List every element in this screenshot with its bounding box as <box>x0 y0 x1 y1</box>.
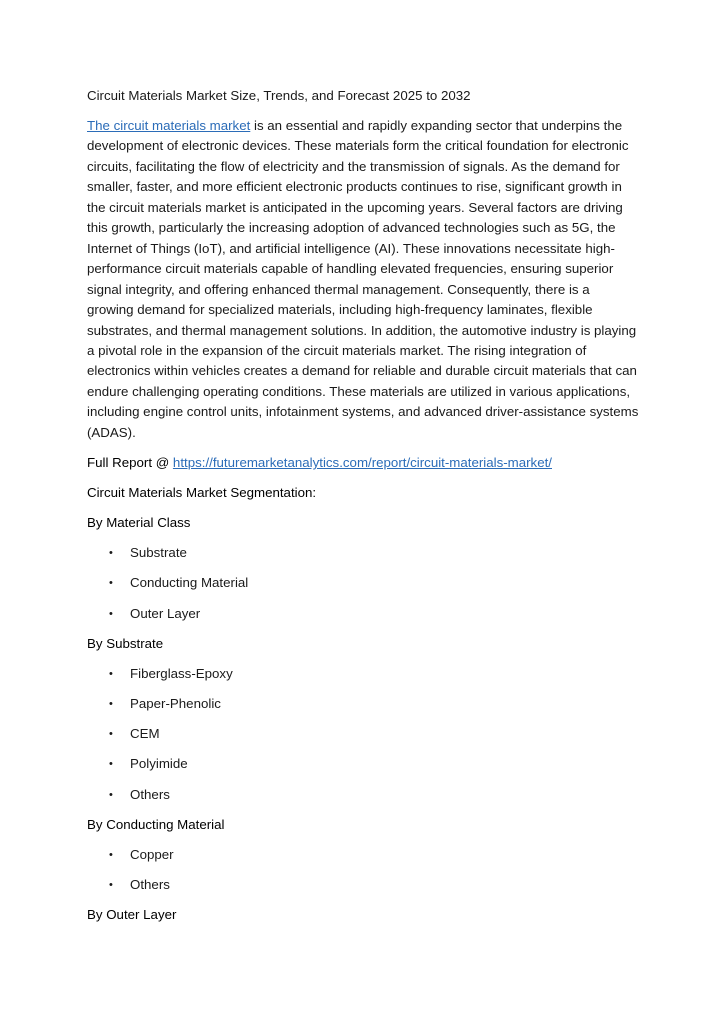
list-item <box>87 604 639 624</box>
full-report-link[interactable]: https://futuremarketanalytics.com/report/circuit-materials-market/ <box>172 455 552 471</box>
bullet-icon: • <box>109 848 113 861</box>
group-title-outer-layer: By Outer Layer <box>87 907 177 923</box>
group-title-conducting-material: By Conducting Material <box>87 816 225 832</box>
list-item-label: Substrate <box>130 545 187 561</box>
list-item-label: Copper <box>130 846 174 862</box>
substrate-list <box>87 664 639 805</box>
group-title-material-class: By Material Class <box>87 515 191 531</box>
list-item <box>87 845 639 865</box>
list-item <box>87 724 639 744</box>
segmentation-title: Circuit Materials Market Segmentation: <box>87 485 317 501</box>
list-item-label: Outer Layer <box>130 605 201 621</box>
bullet-icon: • <box>109 547 113 560</box>
list-item-label: Paper-Phenolic <box>130 696 221 712</box>
full-report-label: Full Report @ <box>87 455 173 471</box>
list-item-label: Conducting Material <box>130 575 249 591</box>
intro-paragraph <box>87 116 639 443</box>
document-page <box>87 86 639 925</box>
list-item <box>87 664 639 684</box>
bullet-icon: • <box>109 667 113 680</box>
list-item-label: CEM <box>130 726 160 742</box>
bullet-icon: • <box>109 879 113 892</box>
list-item-label: Polyimide <box>130 756 188 772</box>
bullet-icon: • <box>109 607 113 620</box>
full-report-line <box>87 453 639 473</box>
bullet-icon: • <box>109 788 113 801</box>
group-title-substrate: By Substrate <box>87 635 164 651</box>
list-item-label: Others <box>130 786 170 802</box>
list-item <box>87 785 639 805</box>
list-item <box>87 573 639 593</box>
bullet-icon: • <box>109 728 113 741</box>
list-item <box>87 875 639 895</box>
document-title: Circuit Materials Market Size, Trends, and Forecast 2025 to 2032 <box>87 88 471 103</box>
list-item-label: Others <box>130 877 170 893</box>
bullet-icon: • <box>109 698 113 711</box>
list-item <box>87 694 639 714</box>
list-item-label: Fiberglass-Epoxy <box>130 665 233 681</box>
material-class-list <box>87 543 639 624</box>
conducting-material-list <box>87 845 639 895</box>
bullet-icon: • <box>109 758 113 771</box>
circuit-materials-market-link[interactable]: The circuit materials market <box>87 118 251 133</box>
intro-body-text: is an essential and rapidly expanding sector that underpins the development of electronic devices. These materials form the critical foundation for electronic circuits, facilitating the flow of electricity and the transmission of signals. As the demand for smaller, faster, and more efficient electronic products continues to rise, significant growth in the circuit materials market is anticipated in the upcoming years. Several factors are driving this growth, particularly the increasing adoption of advanced technologies such as 5G, the Internet of Things (IoT), and artificial intelligence (AI). These innovations necessitate high-performance circuit materials capable of handling elevated frequencies, ensuring superior signal integrity, and offering enhanced thermal management. Consequently, there is a growing demand for specialized materials, including high-frequency laminates, flexible substrates, and thermal management solutions. In addition, the automotive industry is playing a pivotal role in the expansion of the circuit materials market. The rising integration of electronics within vehicles creates a demand for reliable and durable circuit materials that can endure challenging operating conditions. These materials are utilized in various applications, including engine control units, infotainment systems, and advanced driver-assistance systems (ADAS). <box>87 118 639 440</box>
list-item <box>87 754 639 774</box>
list-item <box>87 543 639 563</box>
bullet-icon: • <box>109 577 113 590</box>
